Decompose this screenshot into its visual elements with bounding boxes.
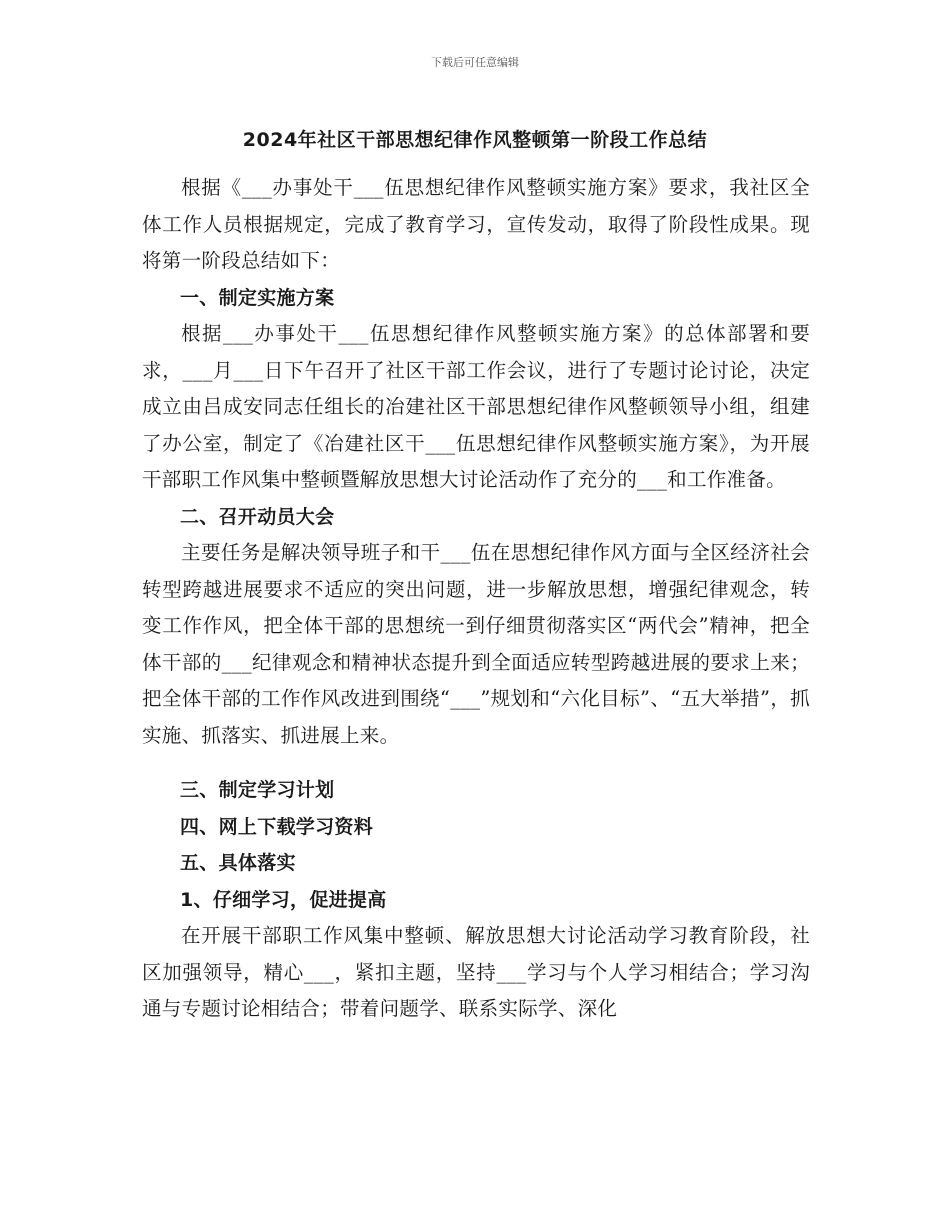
spacer [142, 754, 810, 772]
intro-paragraph: 根据《___办事处干___伍思想纪律作风整顿实施方案》要求，我社区全体工作人员根据规定，完成了教育学习，宣传发动，取得了阶段性成果。现将第一阶段总结如下： [142, 176, 810, 272]
document-title: 2024年社区干部思想纪律作风整顿第一阶段工作总结 [242, 129, 708, 151]
section-paragraph-2: 主要任务是解决领导班子和干___伍在思想纪律作风方面与全区经济社会转型跨越进展要求不适应的突出问题，进一步解放思想，增强纪律观念，转变工作作风，把全体干部的思想统一到仔细贯彻落实区“两代会”精神，把全体干部的___纪律观念和精神状态提升到全面适应转型跨越进展的要求上来；把全体干部的工作作风改进到围绕“___”规划和“六化目标”、“五大举措”，抓实施、抓落实、抓进展上来。 [142, 541, 810, 747]
subsection-heading-5-1: 1、仔细学习，促进提高 [180, 888, 387, 911]
section-heading-2: 二、召开动员大会 [180, 505, 335, 528]
section-heading-3: 三、制定学习计划 [180, 779, 335, 801]
subsection-paragraph-5-1: 在开展干部职工作风集中整顿、解放思想大讨论活动学习教育阶段，社区加强领导，精心___，紧扣主题，坚持___学习与个人学习相结合；学习沟通与专题讨论相结合；带着问题学、联系实际学、深化 [142, 924, 810, 1020]
section-heading-5: 五、具体落实 [180, 852, 296, 874]
section-heading-1: 一、制定实施方案 [180, 286, 335, 309]
header-note: 下载后可任意编辑 [431, 56, 519, 69]
section-heading-4: 四、网上下载学习资料 [180, 815, 374, 838]
document-body [142, 170, 810, 1028]
section-paragraph-1: 根据___办事处干___伍思想纪律作风整顿实施方案》的总体部署和要求，___月___日下午召开了社区干部工作会议，进行了专题讨论讨论，决定成立由吕成安同志任组长的冶建社区干部思想纪律作风整顿领导小组，组建了办公室，制定了《冶建社区干___伍思想纪律作风整顿实施方案》，为开展干部职工作风集中整顿暨解放思想大讨论活动作了充分的___和工作准备。 [142, 322, 810, 491]
